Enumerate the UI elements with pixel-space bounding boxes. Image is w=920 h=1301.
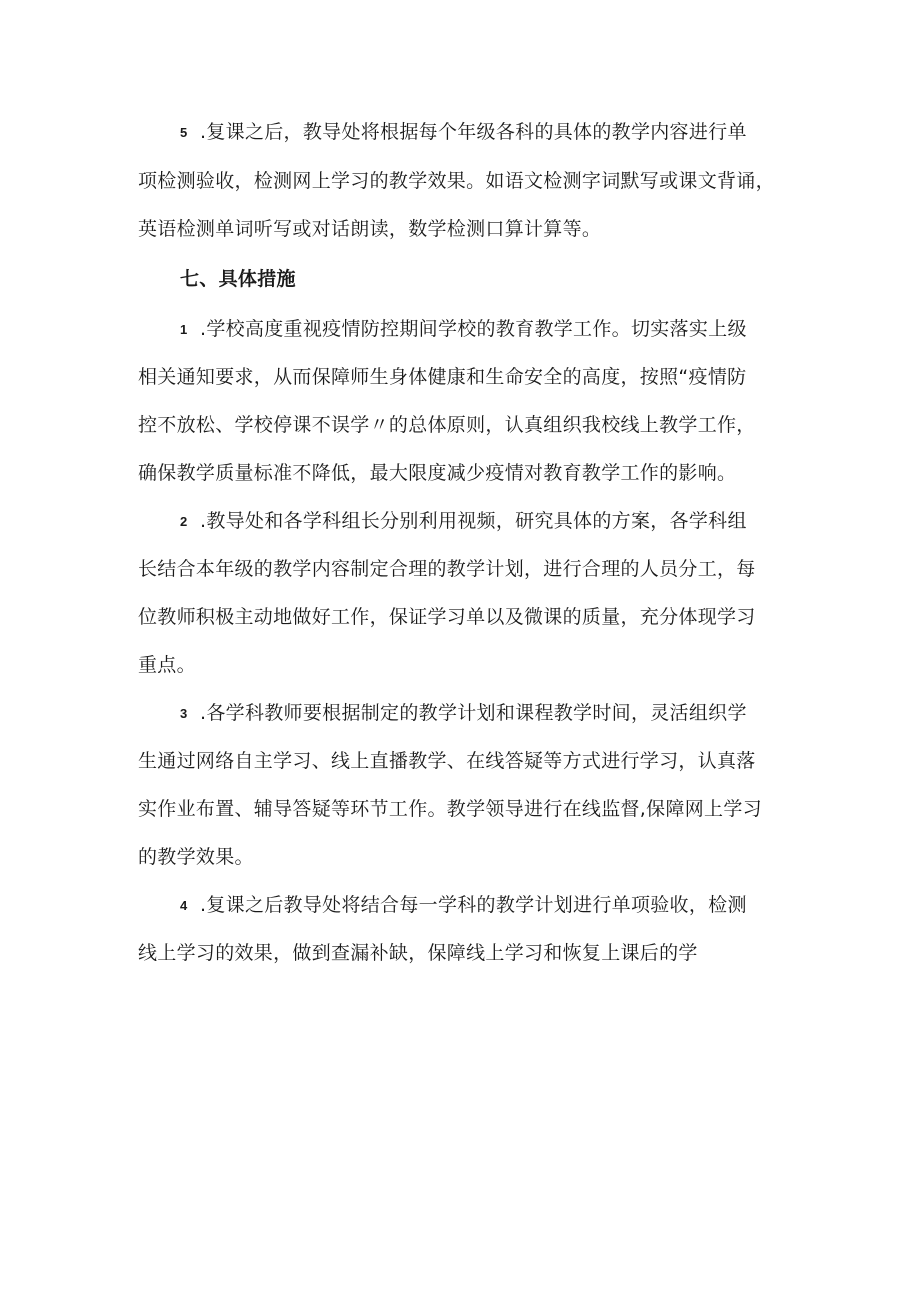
paragraph-1-line-4: 确保教学质量标准不降低，最大限度减少疫情对教育教学工作的影响。 [138,462,737,484]
paragraph-3-line-3: 实作业布置、辅导答疑等环节工作。教学领导进行在线监督,保障网上学习 [138,798,762,820]
paragraph-number: 5 [180,125,188,140]
paragraph-5-line-1 [180,119,747,146]
paragraph-4-line-2: 线上学习的效果，做到查漏补缺，保障线上学习和恢复上课后的学 [138,942,698,964]
paragraph-text: .复课之后教导处将结合每一学科的教学计划进行单项验收，检测 [200,894,747,916]
paragraph-1-line-3: 控不放松、学校停课不误学〃的总体原则，认真组织我校线上教学工作， [138,414,756,436]
paragraph-number: 3 [180,706,188,721]
paragraph-number: 2 [180,514,188,529]
paragraph-5-line-2: 项检测验收，检测网上学习的教学效果。如语文检测字词默写或课文背诵， [138,170,775,192]
paragraph-5-line-3: 英语检测单词听写或对话朗读，数学检测口算计算等。 [138,218,602,240]
paragraph-text: .各学科教师要根据制定的教学计划和课程教学时间，灵活组织学 [200,702,747,724]
paragraph-number: 4 [180,898,188,913]
paragraph-1-line-2: 相关通知要求，从而保障师生身体健康和生命安全的高度，按照“疫情防 [138,366,747,388]
paragraph-text: .复课之后，教导处将根据每个年级各科的具体的教学内容进行单 [200,121,747,143]
paragraph-text: .学校高度重视疫情防控期间学校的教育教学工作。切实落实上级 [200,318,747,340]
paragraph-1-line-1 [180,316,747,343]
paragraph-2-line-4: 重点。 [138,654,196,676]
paragraph-text: .教导处和各学科组长分别利用视频，研究具体的方案，各学科组 [200,510,747,532]
paragraph-2-line-2: 长结合本年级的教学内容制定合理的教学计划，进行合理的人员分工，每 [138,558,756,580]
section-heading: 七、具体措施 [180,268,296,290]
paragraph-3-line-1 [180,700,747,727]
paragraph-3-line-4: 的教学效果。 [138,846,254,868]
paragraph-2-line-3: 位教师积极主动地做好工作，保证学习单以及微课的质量，充分体现学习 [138,606,756,628]
paragraph-3-line-2: 生通过网络自主学习、线上直播教学、在线答疑等方式进行学习，认真落 [138,750,756,772]
paragraph-2-line-1 [180,508,747,535]
paragraph-4-line-1 [180,892,747,919]
paragraph-number: 1 [180,322,188,337]
